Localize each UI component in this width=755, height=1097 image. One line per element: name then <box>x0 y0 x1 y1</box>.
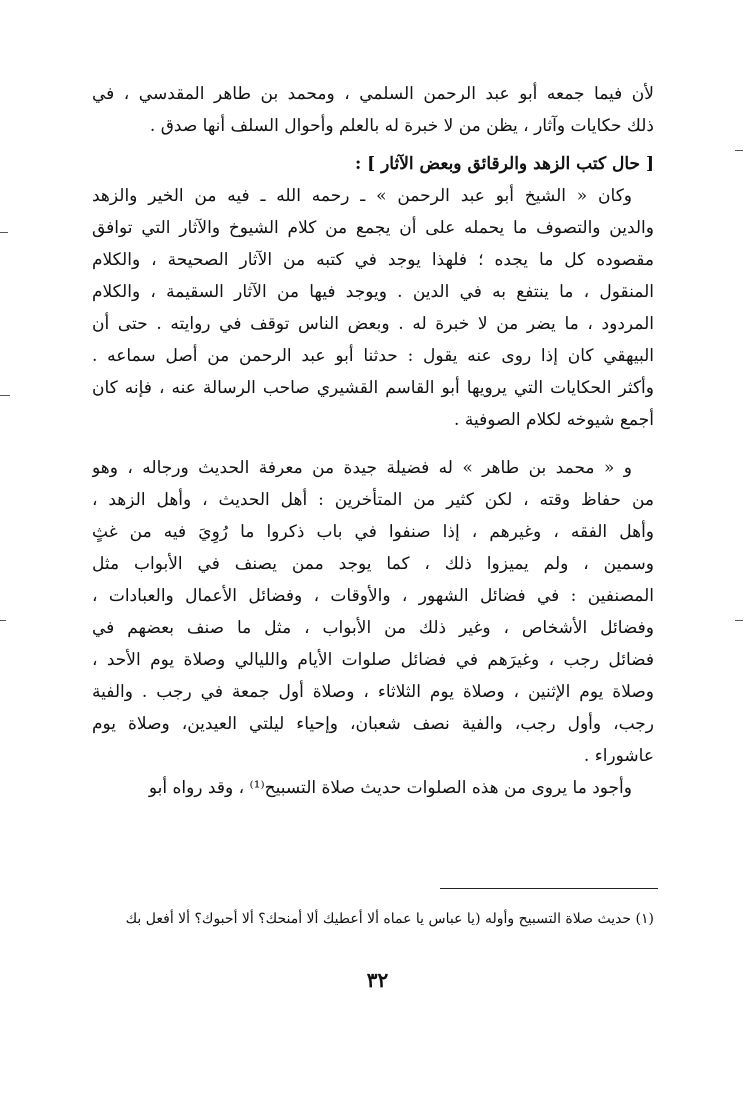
text-line: من حفاظ وقته ، لكن كثير من المتأخرين : أهل الحديث ، وأهل الزهد ، <box>92 490 654 510</box>
text-line: البيهقي كان إذا روى عنه يقول : حدثنا أبو عبد الرحمن من أصل سماعه . <box>92 346 654 366</box>
section-heading: [ حال كتب الزهد والرقائق وبعض الآثار ] : <box>354 154 654 174</box>
scan-mark <box>0 620 6 621</box>
text-line: وأهل الفقه ، وغيرهم ، إذا صنفوا في باب ذكروا ما رُوِيَ فيه من غثٍ <box>92 522 654 542</box>
text-line: ذلك حكايات وآثار ، يظن من لا خبرة له بالعلم وأحوال السلف أنها صدق . <box>149 116 654 136</box>
text-line: وأجود ما يروى من هذه الصلوات حديث صلاة التسبيح⁽¹⁾ ، وقد رواه أبو <box>148 778 632 798</box>
text-line: المصنفين : في فضائل الشهور ، والأوقات ، وفضائل الأعمال والعبادات ، <box>92 586 654 606</box>
text-line: المردود ، ما يضر من لا خبرة له . وبعض الناس توقف في روايته . حتى أن <box>92 314 654 334</box>
scan-mark <box>735 150 743 151</box>
page-number: ٣٢ <box>366 968 389 992</box>
text-line: مقصوده كل ما يجده ؛ فلهذا يوجد في كتبه من الآثار الصحيحة ، والكلام <box>92 250 654 270</box>
text-line: عاشوراء . <box>583 746 654 766</box>
text-line: وفضائل الأشخاص ، وغير ذلك من الأبواب ، مثل ما صنف بعضهم في <box>92 618 654 638</box>
scan-mark <box>0 395 10 396</box>
scan-mark <box>735 620 743 621</box>
main-text <box>92 78 654 804</box>
scan-mark <box>0 232 8 233</box>
text-line: وسمين ، ولم يميزوا ذلك ، كما يوجد ممن يصنف في الأبواب مثل <box>92 554 654 574</box>
text-line: أجمع شيوخه لكلام الصوفية . <box>454 410 654 430</box>
text-line: وأكثر الحكايات التي يرويها أبو القاسم القشيري صاحب الرسالة عنه ، فإنه كان <box>92 378 654 398</box>
text-line: والدين والتصوف ما يحمله على أن يجمع من كلام الشيوخ والآثار التي توافق <box>92 218 654 238</box>
text-line: وكان « الشيخ أبو عبد الرحمن » ـ رحمه الله ـ فيه من الخير والزهد <box>92 186 632 206</box>
text-line: لأن فيما جمعه أبو عبد الرحمن السلمي ، ومحمد بن طاهر المقدسي ، في <box>92 84 654 104</box>
text-line: فضائل رجب ، وغيرَهم في فضائل صلوات الأيام والليالي وصلاة يوم الأحد ، <box>92 650 654 670</box>
text-line: المنقول ، ما ينتفع به في الدين . ويوجد فيها من الآثار السقيمة ، والكلام <box>92 282 654 302</box>
footnote-divider <box>440 888 658 889</box>
text-line: و « محمد بن طاهر » له فضيلة جيدة من معرفة الحديث ورجاله ، وهو <box>92 458 632 478</box>
text-line: وصلاة يوم الإثنين ، وصلاة يوم الثلاثاء ، وصلاة أول جمعة في رجب . والفية <box>92 682 654 702</box>
footnote: (١) حديث صلاة التسبيح وأوله (يا عباس يا عماه ألا أعطيك ألا أمنحك؟ ألا أحبوك؟ ألا أفعل بك <box>125 911 654 927</box>
text-line: رجب، وأول رجب، والفية نصف شعبان، وإحياء ليلتي العيدين، وصلاة يوم <box>92 714 654 734</box>
